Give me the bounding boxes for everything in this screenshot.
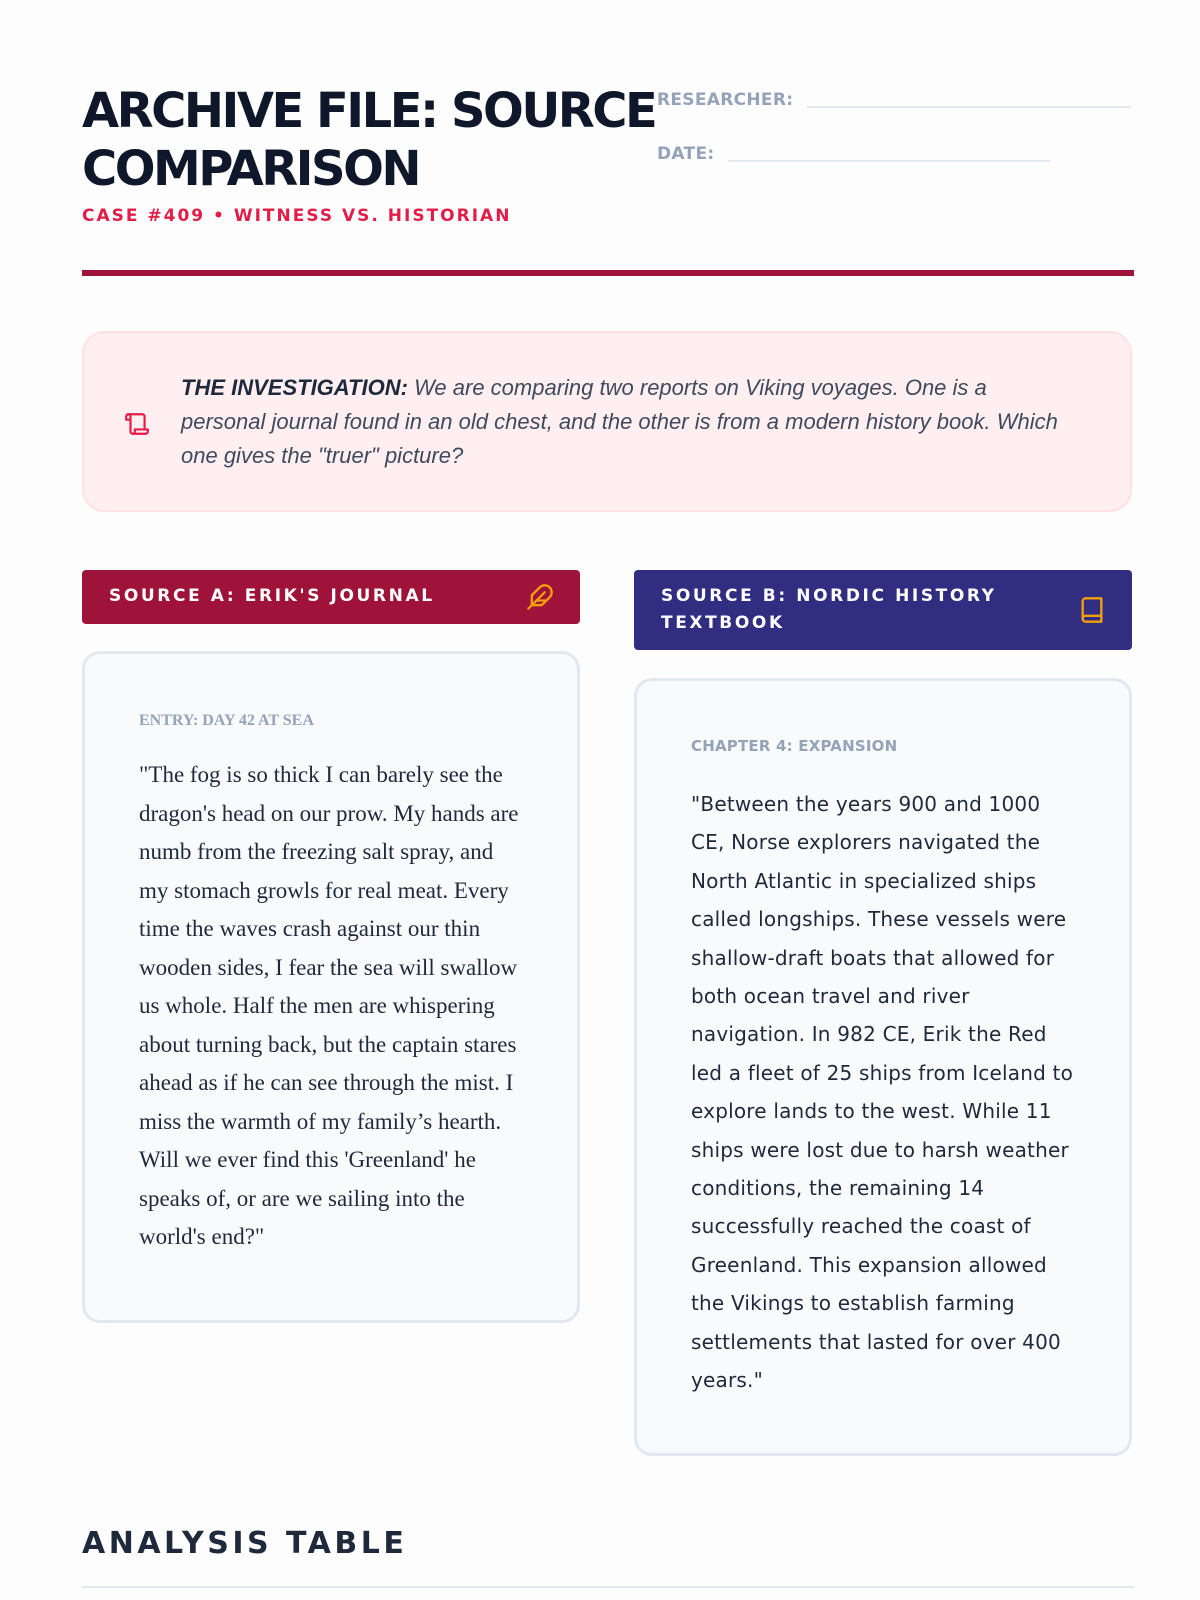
investigation-text (181, 371, 1061, 473)
investigation-callout (82, 331, 1132, 512)
source-a-header (82, 570, 580, 624)
page-header (82, 82, 1134, 282)
page-title: ARCHIVE FILE: SOURCE COMPARISON (82, 83, 656, 197)
entry-label: ENTRY: DAY 42 AT SEA (139, 712, 314, 729)
source-b-card (634, 678, 1132, 1456)
source-b-title: SOURCE B: NORDIC HISTORY TEXTBOOK (661, 586, 997, 633)
feather-icon (526, 583, 554, 611)
analysis-divider (82, 1586, 1134, 1588)
analysis-table-title: ANALYSIS TABLE (82, 1526, 408, 1561)
journal-text: "The fog is so thick I can barely see the dragon's head on our prow. My hands are numb from the freezing salt spray, and my stomach growls for real meat. Every time the waves crash against our thin wooden sides, I fear the sea will swallow us whole. Half the men are whispering about turning back, but the captain stares ahead as if he can see through the mist. I miss the warmth of my family’s hearth. Will we ever find this 'Greenland' he speaks of, or are we sailing into the world's end?" (139, 762, 519, 1249)
investigation-lead: THE INVESTIGATION: (181, 375, 408, 400)
book-icon (1078, 596, 1106, 624)
scroll-icon (124, 411, 150, 437)
investigation-body: We are comparing two reports on Viking voyages. One is a personal journal found in an old chest, and the other is from a modern history book. Which one gives the "truer" picture? (181, 375, 1058, 468)
date-input-line[interactable] (728, 160, 1050, 162)
researcher-input-line[interactable] (807, 106, 1131, 108)
chapter-label: CHAPTER 4: EXPANSION (691, 737, 898, 755)
textbook-text: "Between the years 900 and 1000 CE, Norse explorers navigated the North Atlantic in specialized ships called longships. These vessels were shallow-draft boats that allowed for both ocean travel and river navigation. In 982 CE, Erik the Red led a fleet of 25 ships from Iceland to explore lands to the west. While 11 ships were lost due to harsh weather conditions, the remaining 14 successfully reached the coast of Greenland. This expansion allowed the Vikings to establish farming settlements that lasted for over 400 years." (691, 792, 1074, 1393)
source-a-title: SOURCE A: ERIK'S JOURNAL (109, 586, 435, 606)
researcher-field[interactable] (657, 90, 1131, 110)
header-divider (82, 270, 1134, 276)
date-field[interactable] (657, 144, 1050, 164)
researcher-label: RESEARCHER: (657, 90, 794, 110)
case-subtitle: CASE #409 • WITNESS VS. HISTORIAN (82, 206, 512, 226)
source-a-card (82, 651, 580, 1323)
source-b-header (634, 570, 1132, 650)
date-label: DATE: (657, 144, 715, 164)
